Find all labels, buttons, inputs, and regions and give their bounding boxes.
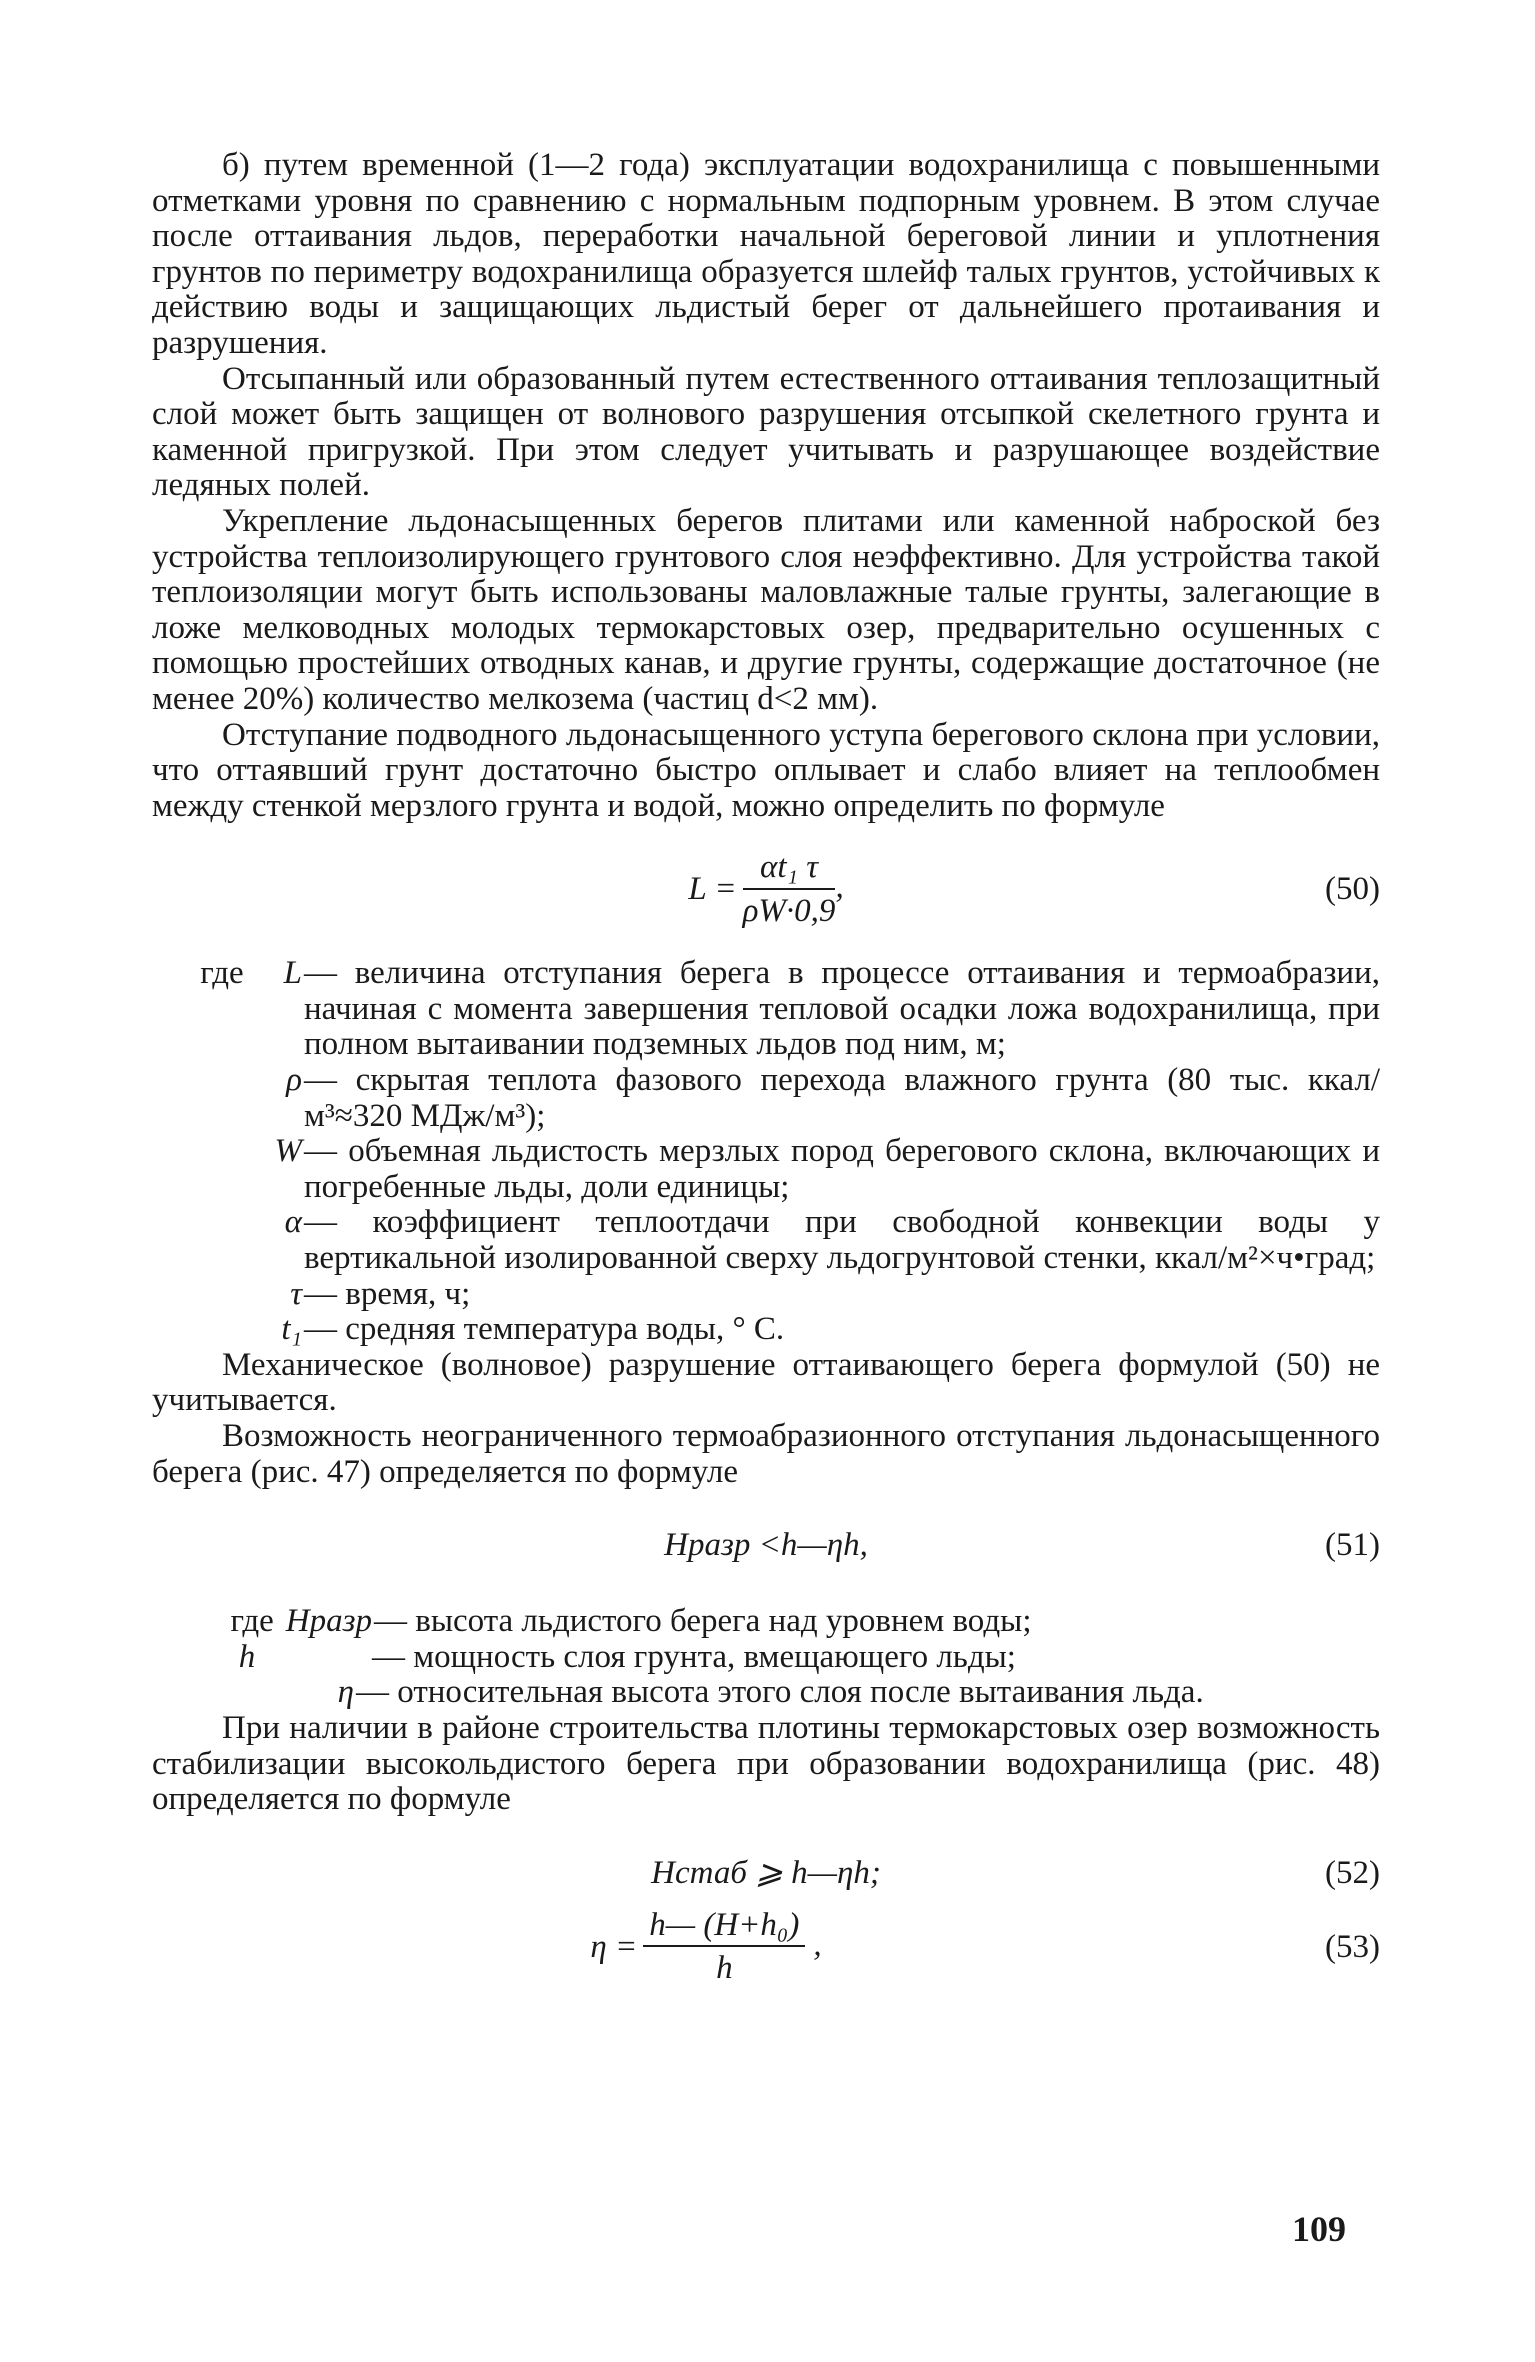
formula-50-tail: , [835, 869, 844, 906]
where-text: — высота льдистого берега над уровнем воды; [374, 1603, 1032, 1640]
where-text: — время, ч; [304, 1275, 471, 1312]
formula-53-tail: , [813, 1926, 822, 1963]
where-item-rho [152, 1063, 1380, 1134]
where-block-51 [152, 1604, 1380, 1711]
paragraph-7: При наличии в районе строительства плотины термокарстовых озер возможность стабилизации высокольдистого берега при образовании водохранилища (рис. 48) определяется по формуле [152, 1709, 1380, 1818]
formula-50-denominator: ρW·0,9 [742, 892, 836, 929]
text-column [152, 148, 1380, 2018]
where-item-tau [152, 1277, 1380, 1313]
where-item-L [152, 956, 1380, 1063]
formula-53-number: (53) [1325, 1928, 1380, 1965]
where-symbol: где Hразр [230, 1603, 372, 1640]
formula-53-lhs: η = [590, 1928, 638, 1965]
formula-53-fraction [643, 1908, 805, 1987]
where-item-eta [152, 1675, 1380, 1711]
paragraph-3: Укрепление льдонасыщенных берегов плитами или каменной наброской без устройства теплоизолирующего грунтового слоя неэффективно. Для устройства такой теплоизоляции могут быть использованы маловлажные талые грунты, залегающие в ложе мелководных молодых термокарстовых озер, предварительно осушенных с помощью простейших отводных канав, и другие грунты, содержащие достаточное (не менее 20%) количество мелкозема (частиц d<2 мм). [152, 502, 1380, 717]
where-text: — объемная льдистость мерзлых пород берегового склона, включающих и погребенные льды, доли единицы; [304, 1133, 1380, 1205]
where-symbol: τ [290, 1275, 302, 1312]
where-text: — относительная высота этого слоя после вытаивания льда. [356, 1674, 1204, 1711]
where-text: — коэффициент теплоотдачи при свободной конвекции воды у вертикальной изолированной сверху льдогрунтовой стенки, ккал/м²×ч•град; [304, 1204, 1380, 1277]
paragraph-5: Механическое (волновое) разрушение оттаивающего берега формулой (50) не учитывается. [152, 1346, 1380, 1419]
where-text: — средняя температура воды, ° С. [304, 1311, 785, 1348]
formula-51-body: Hразр <h—ηh, [664, 1527, 868, 1564]
paragraph-4: Отступание подводного льдонасыщенного уступа берегового склона при условии, что оттаявший грунт достаточно быстро оплывает и слабо влияет на теплообмен между стенкой мерзлого грунта и водой, можно определить по формуле [152, 716, 1380, 824]
where-item-W [152, 1134, 1380, 1205]
where-text: — мощность слоя грунта, вмещающего льды; [372, 1638, 1016, 1675]
paragraph-6: Возможность неограниченного термоабразионного отступания льдонасыщенного берега (рис. 47) определяется по формуле [152, 1418, 1380, 1490]
where-symbol: где L [200, 955, 302, 992]
where-item-Hrazr [152, 1604, 1380, 1640]
formula-52-body: Hстаб ⩾ h—ηh; [651, 1854, 881, 1891]
formula-52 [152, 1836, 1380, 1900]
where-text: — величина отступания берега в процессе оттаивания и термоабразии, начиная с момента завершения тепловой осадки ложа водохранилища, при полном вытаивании подземных льдов под ним, м; [304, 955, 1380, 1063]
where-text: — скрытая теплота фазового перехода влажного грунта (80 тыс. ккал/м³≈320 МДж/м³); [304, 1062, 1380, 1134]
where-item-h [152, 1640, 1380, 1676]
formula-53 [152, 1904, 1380, 2000]
paragraph-1: б) путем временной (1—2 года) эксплуатации водохранилища с повышенными отметками уровня по сравнению с нормальным подпорным уровнем. В этом случае после оттаивания льдов, переработки начальной береговой линии и уплотнения грунтов по периметру водохранилища образуется шлейф талых грунтов, устойчивых к действию воды и защищающих льдистый берег от дальнейшего протаивания и разрушения. [152, 147, 1380, 361]
formula-50-numerator: αt₁ τ [743, 850, 836, 890]
formula-50 [152, 842, 1380, 938]
where-item-t1 [152, 1312, 1380, 1348]
where-symbol: η [337, 1674, 354, 1711]
formula-51 [152, 1508, 1380, 1586]
formula-50-lhs: L = [688, 871, 737, 908]
where-symbol: W [274, 1133, 302, 1170]
where-lead: где [200, 955, 244, 992]
formula-50-number: (50) [1325, 871, 1380, 908]
where-symbol: t₁ [281, 1311, 302, 1348]
formula-51-number: (51) [1325, 1527, 1380, 1564]
where-symbol: h [238, 1638, 256, 1675]
paragraph-2: Отсыпанный или образованный путем естественного оттаивания теплозащитный слой может быть защищен от волнового разрушения отсыпкой скелетного грунта и каменной пригрузкой. При этом следует учитывать и разрушающее воздействие ледяных полей. [152, 360, 1380, 504]
where-item-alpha [152, 1205, 1380, 1276]
page-number: 109 [1292, 2209, 1346, 2249]
formula-52-number: (52) [1325, 1854, 1380, 1891]
where-symbol: α [284, 1204, 302, 1241]
formula-53-denominator: h [716, 1950, 733, 1987]
formula-50-fraction [743, 850, 836, 929]
formula-53-numerator: h— (H+h₀) [643, 1908, 805, 1948]
where-symbol: ρ [286, 1062, 302, 1099]
where-lead: где [230, 1603, 274, 1640]
where-block-50 [152, 956, 1380, 1348]
